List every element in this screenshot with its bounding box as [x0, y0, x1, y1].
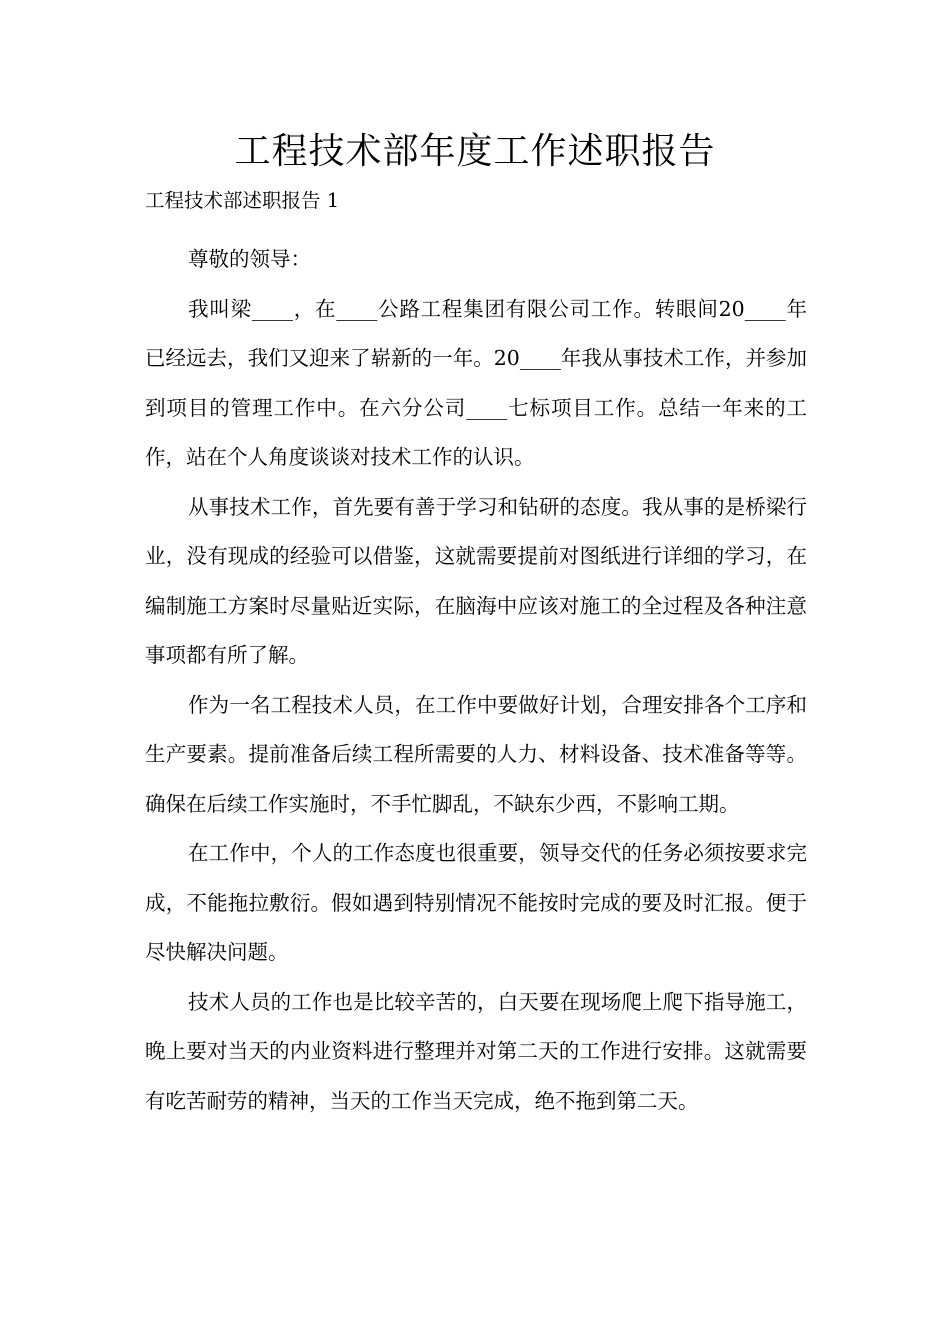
document-body — [145, 235, 807, 1126]
paragraph: 在工作中，个人的工作态度也很重要，领导交代的任务必须按要求完成，不能拖拉敷衍。假如遇到特别情况不能按时完成的要及时汇报。便于尽快解决问题。 — [145, 841, 807, 964]
paragraph: 技术人员的工作也是比较辛苦的，白天要在现场爬上爬下指导施工，晚上要对当天的内业资料进行整理并对第二天的工作进行安排。这就需要有吃苦耐劳的精神，当天的工作当天完成，绝不拖到第二天。 — [145, 989, 807, 1113]
section-heading: 工程技术部述职报告 1 — [145, 189, 340, 212]
paragraph: 作为一名工程技术人员，在工作中要做好计划，合理安排各个工序和生产要素。提前准备后续工程所需要的人力、材料设备、技术准备等等。确保在后续工作实施时，不手忙脚乱，不缺东少西，不影响工期。 — [145, 692, 807, 816]
paragraph: 从事技术工作，首先要有善于学习和钻研的态度。我从事的是桥梁行业，没有现成的经验可以借鉴，这就需要提前对图纸进行详细的学习，在编制施工方案时尽量贴近实际，在脑海中应该对施工的全过程及各种注意事项都有所了解。 — [145, 494, 807, 667]
salutation: 尊敬的领导： — [188, 247, 312, 271]
paragraph: 我叫梁____，在____公路工程集团有限公司工作。转眼间20____年已经远去，我们又迎来了崭新的一年。20____年我从事技术工作，并参加到项目的管理工作中。在六分公司____七标项目工作。总结一年来的工作，站在个人角度谈谈对技术工作的认识。 — [145, 296, 807, 469]
page-title: 工程技术部年度工作述职报告 — [234, 131, 716, 172]
